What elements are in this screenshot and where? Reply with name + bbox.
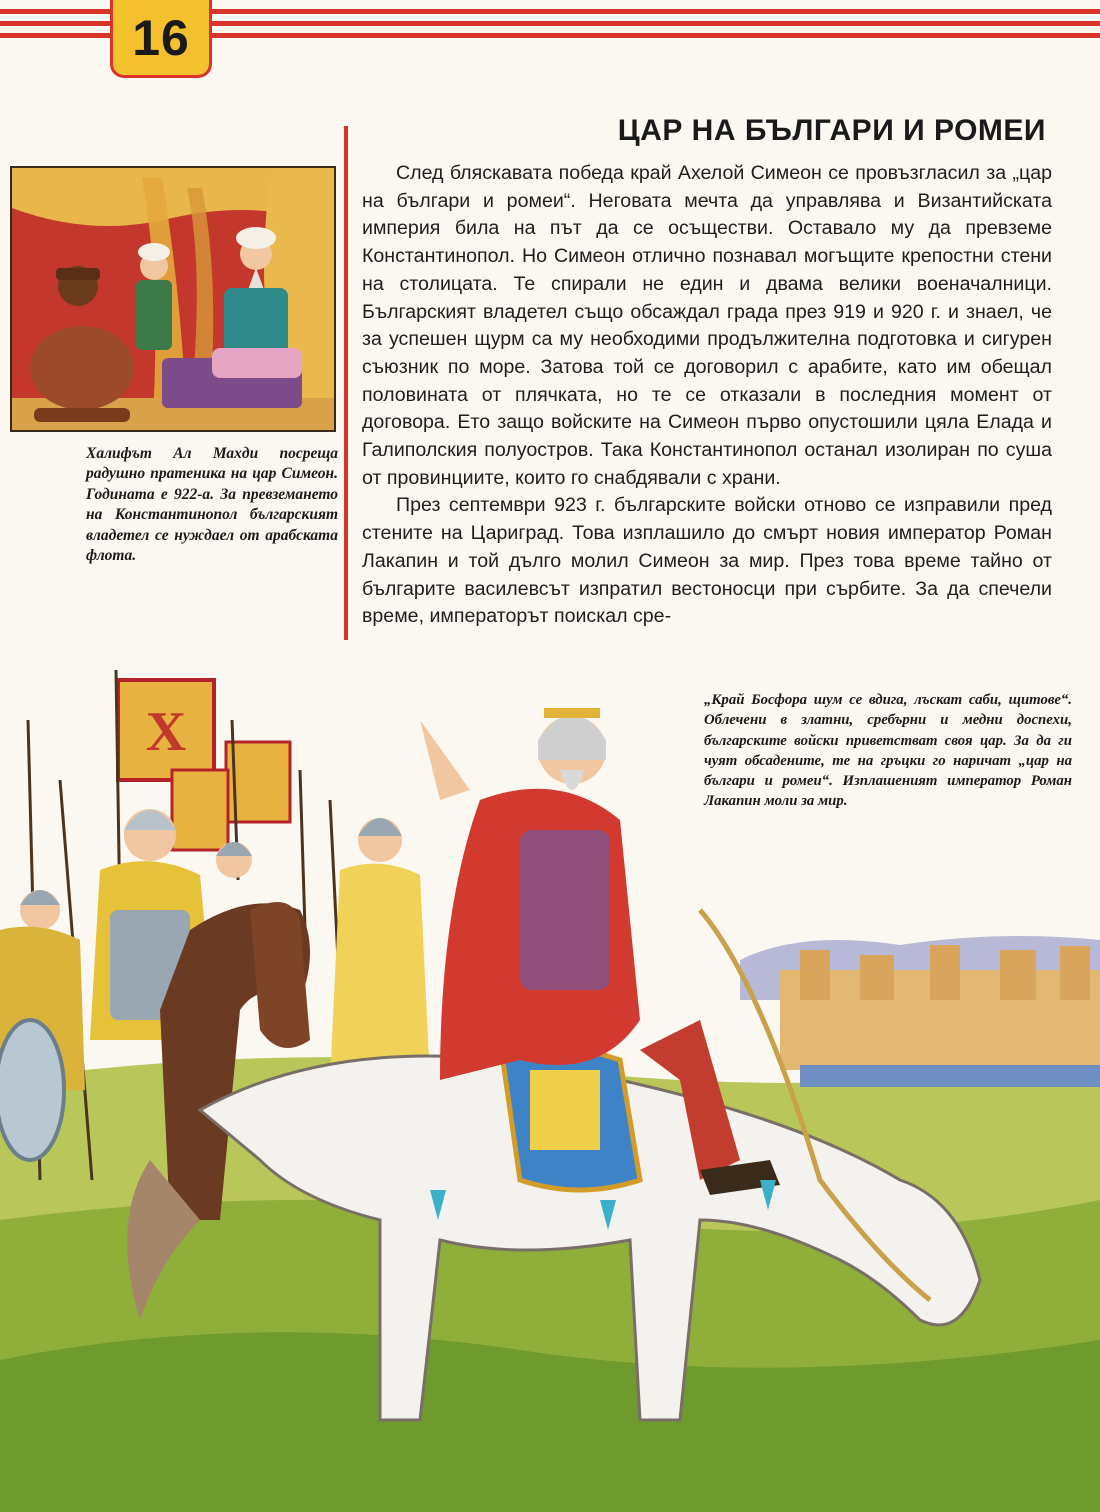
page-title: ЦАР НА БЪЛГАРИ И РОМЕИ [617,114,1046,147]
article-text [362,160,1052,631]
caption-caliph: Халифът Ал Махди посреща радушно пратеника на цар Симеон. Годината е 922-а. За превземането на Константинопол българският владетел се нуждаел от арабската флота. [86,445,338,565]
svg-text:Х: Х [145,701,187,763]
paragraph: След бляскавата победа край Ахелой Симеон се провъзгласил за „цар на българи и ромеи“. Неговата мечта да управлява и Византийската империя била на път да се осъществи. Оставало му да превземе Константинопол. Но Симеон отлично познавал могъщите крепостни стени на столицата. Те спирали не един и двама велики военачалници. Българският владетел също обсаждал града през 919 и 920 г. и знаел, че за успешен щурм са му необходими продължителна подготовка и сигурен съюзник по море. Затова той се договорил с арабите, като им обещал половината от плячката, но те се отказали в последния момент от договора. Ето защо войските на Симеон първо опустошили цяла Елада и Галиполския полуостров. Така Константинопол останал изолиран по суша от провинциите, които го снабдявали с храни. [362,162,1052,489]
page-number: 16 [132,9,190,66]
caption-army: „Край Босфора шум се вдига, лъскат саби, щитове“. Облечени в златни, сребърни и медни доспехи, българските войски приветстват своя цар. За да ги чуят обсадените, те на гръцки го наричат „цар на българи и ромеи“. Изплашеният император Роман Лакапин моли за мир. [704,692,1072,810]
red-vertical-rule [344,126,348,640]
caliph-illustration [10,166,336,432]
paragraph: През септември 923 г. българските войски отново се изправили пред стените на Цариград. Това изплашило до смърт новия император Роман Лакапин и той дълго молил Симеон за мир. През това време тайно от българите василевсът изпратил вестоносци при сърбите. За да спечели време, императорът поискал сре- [362,494,1052,628]
page-number-badge [110,0,212,78]
